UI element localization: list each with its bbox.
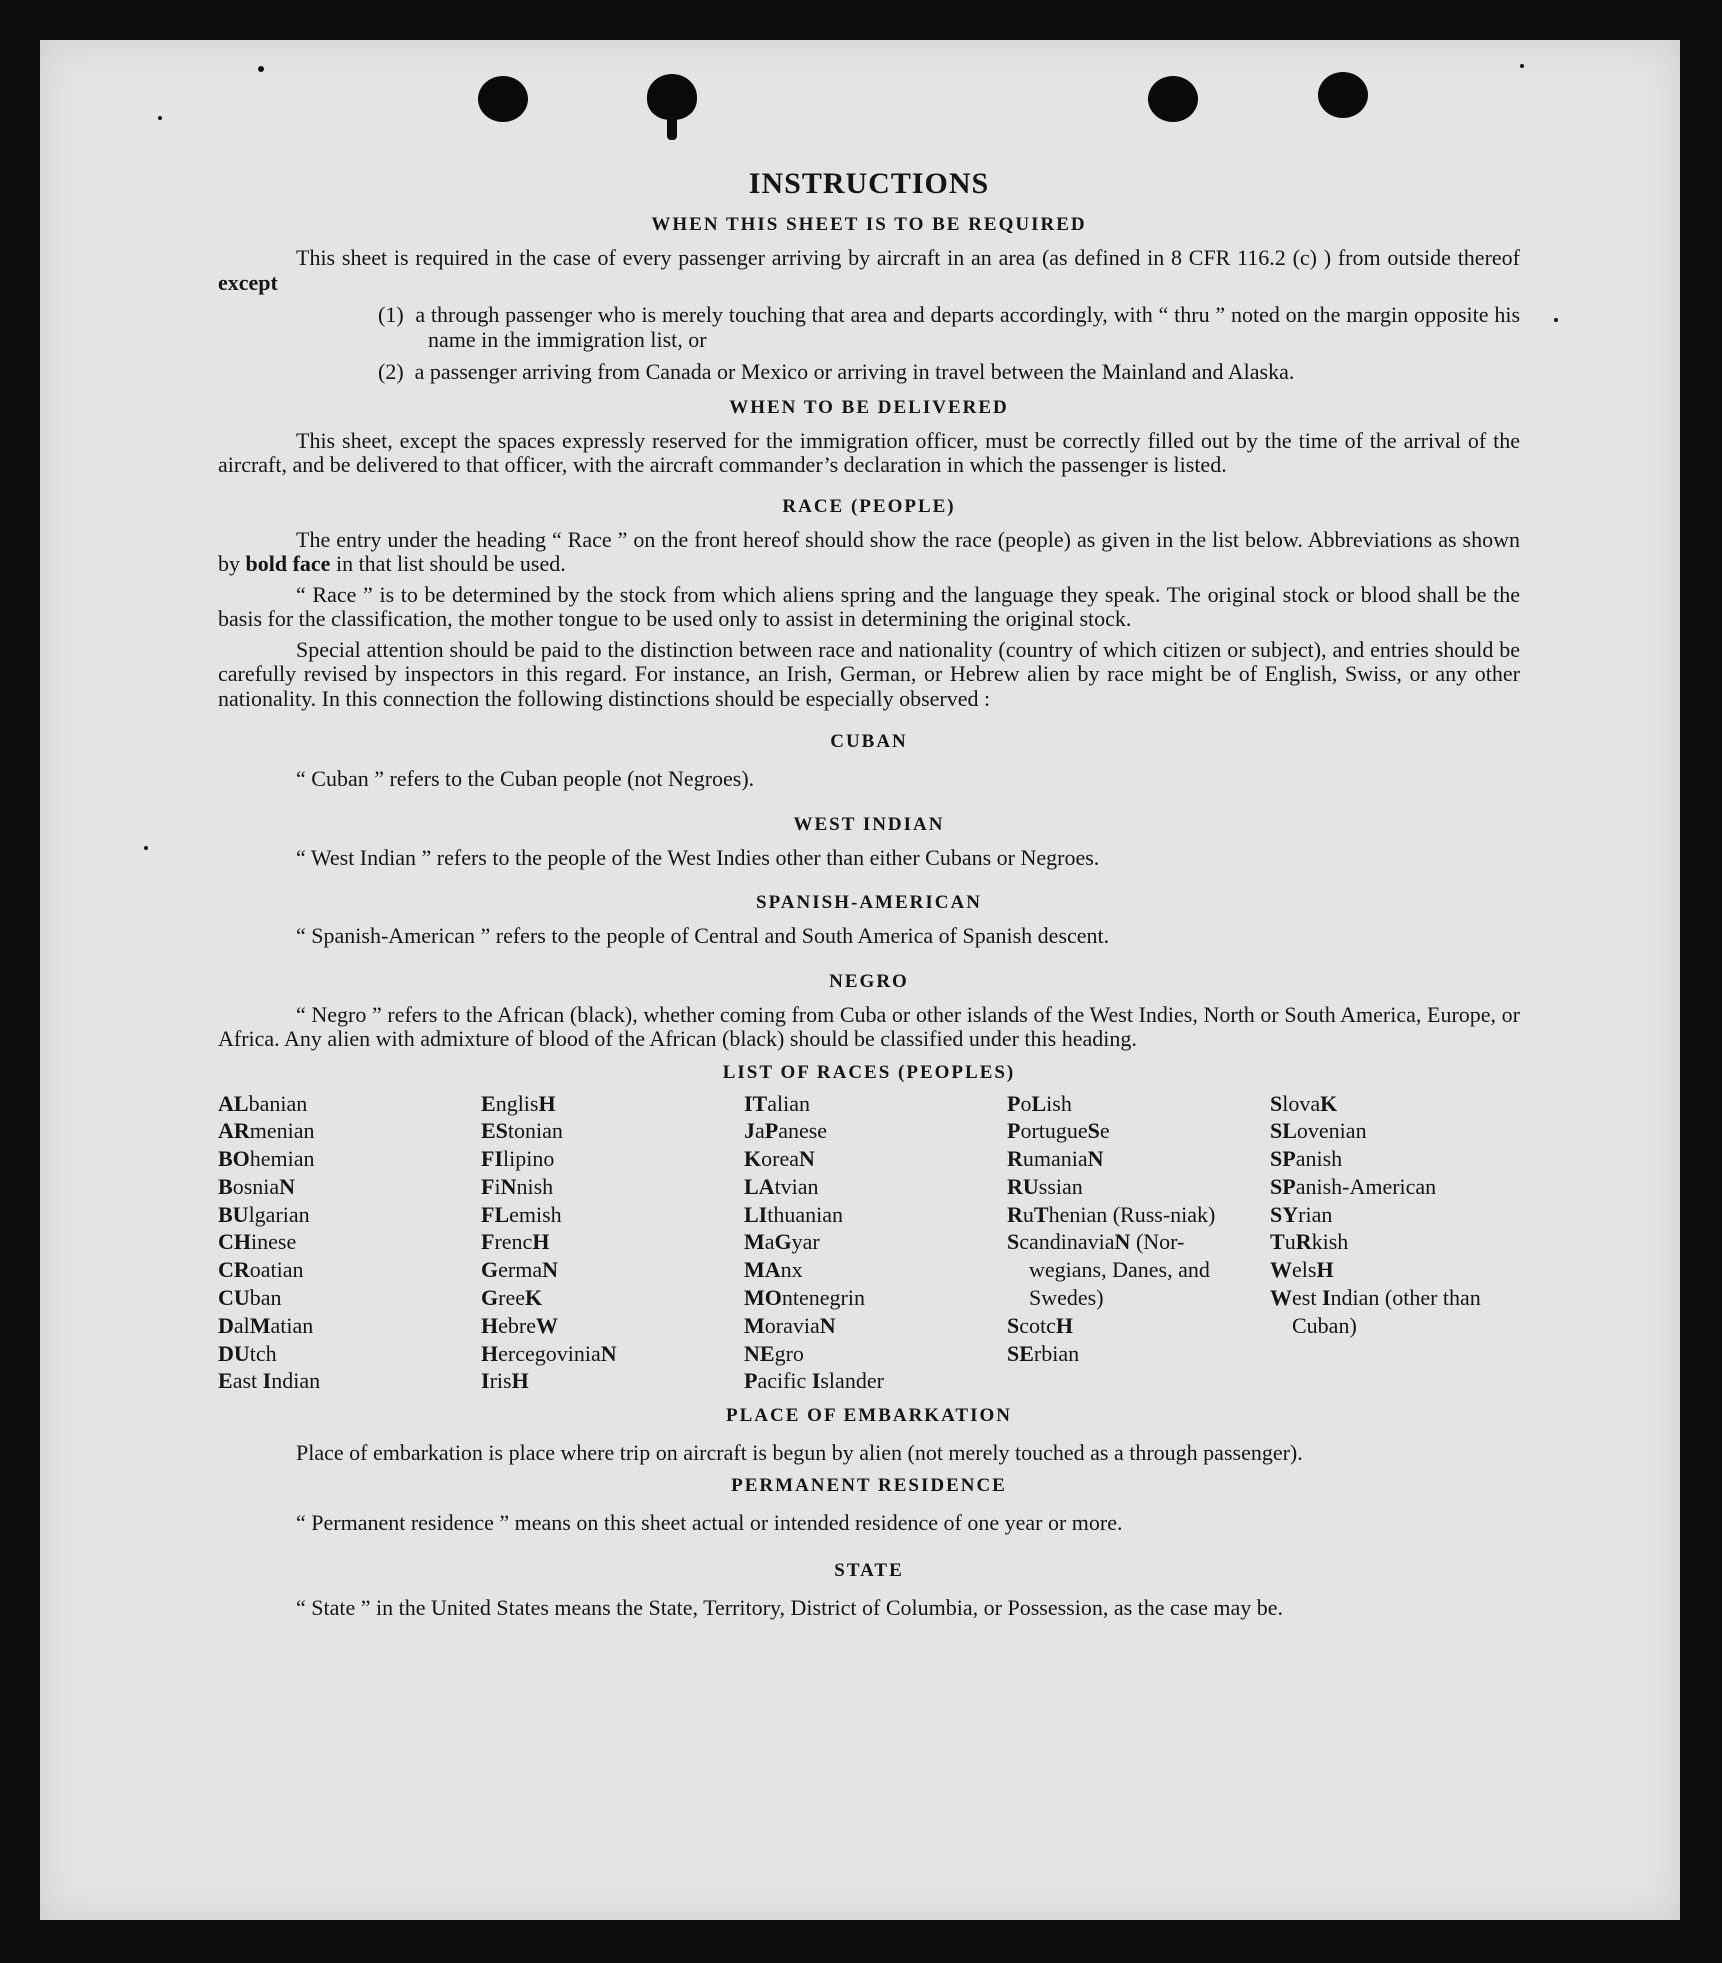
race-entry [744, 1173, 994, 1201]
race-abbrev: W [1270, 1285, 1292, 1311]
race-entry [481, 1312, 731, 1340]
race-name-part: ndian (other than Cuban) [1292, 1285, 1481, 1338]
race-name-part: ovenian [1296, 1118, 1367, 1144]
race-entry [1270, 1117, 1520, 1145]
race-name-part: renc [494, 1229, 533, 1255]
race-name-part: a [755, 1118, 765, 1144]
race-name-part: menian [249, 1118, 315, 1144]
race-paragraph: “ Race ” is to be determined by the stock from which aliens spring and the language they speak. The original stock or blood shall be the basis for the classification, the mother tongue to be used only to assist in determining the original stock. [218, 581, 1520, 631]
race-name-part: candinavia [1019, 1229, 1115, 1255]
race-entry [744, 1117, 994, 1145]
race-abbrev: MA [744, 1257, 781, 1283]
race-name-part: kish [1311, 1229, 1349, 1255]
race-entry [1007, 1145, 1257, 1173]
race-name-part: u [1284, 1229, 1296, 1255]
race-name-part: ris [489, 1368, 512, 1394]
section-heading: RACE (PEOPLE) [782, 495, 956, 517]
race-name-part: lgarian [248, 1201, 310, 1227]
race-abbrev: S [1007, 1312, 1020, 1338]
race-abbrev: H [481, 1340, 499, 1366]
race-entry [218, 1145, 468, 1173]
race-entry [481, 1173, 731, 1201]
race-abbrev: S [1007, 1229, 1020, 1255]
race-entry [218, 1340, 468, 1368]
section-heading: LIST OF RACES (PEOPLES) [722, 1061, 1016, 1083]
race-name-part: inese [251, 1229, 297, 1255]
race-abbrev: DU [218, 1340, 250, 1366]
race-name-part: ndian [271, 1368, 321, 1394]
race-abbrev: SP [1270, 1146, 1296, 1172]
race-abbrev: G [481, 1285, 499, 1311]
section-heading: STATE [834, 1559, 904, 1581]
race-column [744, 1090, 994, 1396]
race-abbrev: P [764, 1118, 779, 1144]
document-sheet [40, 40, 1680, 1920]
race-name-part: els [1292, 1257, 1317, 1283]
race-abbrev: L [1031, 1090, 1047, 1116]
required-intro: This sheet is required in the case of every passenger arriving by aircraft in an area (as defined in 8 CFR 116.2 (c) ) from outside thereof except [218, 245, 1520, 295]
race-abbrev: CH [218, 1229, 251, 1255]
race-entry [1270, 1284, 1520, 1340]
race-entry [744, 1090, 994, 1118]
race-name-part: ssian [1038, 1173, 1083, 1199]
race-entry [218, 1201, 468, 1229]
list-item: (2) a passenger arriving from Canada or Mexico or arriving in travel between the Mainland and Alaska. [378, 359, 1295, 384]
race-abbrev: W [1270, 1257, 1292, 1283]
race-name-part: orea [761, 1146, 799, 1172]
race-abbrev: S [1087, 1118, 1100, 1144]
race-abbrev: I [1321, 1285, 1331, 1311]
race-column [218, 1090, 468, 1396]
race-abbrev: H [538, 1090, 556, 1116]
race-entry [481, 1090, 731, 1118]
race-entry [744, 1201, 994, 1229]
section-heading: WEST INDIAN [793, 813, 945, 835]
race-abbrev: M [744, 1312, 765, 1338]
race-name-part: nx [780, 1257, 803, 1283]
race-entry [218, 1173, 468, 1201]
race-abbrev: NE [744, 1340, 775, 1366]
race-entry [218, 1312, 468, 1340]
race-abbrev: N [542, 1257, 558, 1283]
race-entry [218, 1228, 468, 1256]
race-name-part: ercegovinia [498, 1340, 601, 1366]
race-entry [481, 1367, 731, 1395]
race-entry [481, 1340, 731, 1368]
race-abbrev: I [481, 1368, 490, 1394]
race-abbrev: IT [744, 1090, 768, 1116]
race-entry [481, 1145, 731, 1173]
race-entry [744, 1284, 994, 1312]
speck [1520, 64, 1524, 68]
race-entry [1007, 1173, 1257, 1201]
race-column [481, 1090, 731, 1396]
speck [158, 116, 162, 120]
race-name-part: ebre [498, 1312, 536, 1338]
race-name-part: lova [1282, 1090, 1321, 1116]
race-name-part: emish [509, 1201, 562, 1227]
race-name-part: oatian [249, 1257, 304, 1283]
race-abbrev: MO [744, 1285, 782, 1311]
speck [258, 66, 264, 72]
race-name-part: ree [498, 1285, 525, 1311]
race-name-part: osnia [232, 1173, 280, 1199]
race-name-part: alian [767, 1090, 811, 1116]
race-abbrev: N [1114, 1229, 1131, 1255]
race-name-part: e [1099, 1118, 1110, 1144]
residence-text: “ Permanent residence ” means on this sheet actual or intended residence of one year or more. [296, 1510, 1123, 1536]
race-list [218, 1090, 1520, 1396]
race-abbrev: R [1295, 1229, 1312, 1255]
section-heading: WHEN THIS SHEET IS TO BE REQUIRED [651, 214, 1087, 235]
race-abbrev: RU [1007, 1173, 1039, 1199]
race-name-part: tvian [774, 1173, 819, 1199]
race-name-part: lipino [503, 1146, 555, 1172]
race-abbrev: D [218, 1312, 234, 1338]
race-abbrev: FL [481, 1201, 510, 1227]
race-abbrev: H [1316, 1257, 1334, 1283]
race-abbrev: G [481, 1257, 499, 1283]
race-abbrev: SE [1007, 1340, 1034, 1366]
race-abbrev: LI [744, 1201, 768, 1227]
race-name-part: atian [270, 1312, 314, 1338]
race-entry [1007, 1201, 1257, 1229]
race-abbrev: N [279, 1173, 296, 1199]
race-name-part: erma [498, 1257, 543, 1283]
race-name-part: al [233, 1312, 250, 1338]
race-abbrev: P [744, 1368, 758, 1394]
race-name-part: ortugue [1020, 1118, 1088, 1144]
race-name-part: rian [1298, 1201, 1333, 1227]
race-name-part: acific [757, 1368, 812, 1394]
race-entry [481, 1284, 731, 1312]
race-abbrev: F [481, 1229, 495, 1255]
race-abbrev: T [1033, 1201, 1049, 1227]
race-abbrev: SP [1270, 1173, 1296, 1199]
race-entry [744, 1145, 994, 1173]
race-entry [218, 1256, 468, 1284]
race-entry [1007, 1090, 1257, 1118]
race-abbrev: AR [218, 1118, 250, 1144]
delivered-text: This sheet, except the spaces expressly reserved for the immigration officer, must be correctly filled out by the time of the arrival of the aircraft, and be delivered to that officer, with the aircraft commander’s declaration in which the passenger is listed. [218, 427, 1520, 477]
race-name-part: a [764, 1229, 775, 1255]
race-abbrev: K [744, 1146, 762, 1172]
race-name-part: oravia [764, 1312, 820, 1338]
race-name-part: hemian [249, 1146, 315, 1172]
race-abbrev: N [600, 1340, 617, 1366]
section-heading: WHEN TO BE DELIVERED [729, 396, 1009, 418]
embarkation-text: Place of embarkation is place where trip on aircraft is begun by alien (not merely touched as a through passenger). [296, 1440, 1303, 1466]
race-abbrev: H [511, 1368, 529, 1394]
race-name-part: tonian [507, 1118, 563, 1144]
race-name-part: anish-American [1295, 1173, 1437, 1199]
race-entry [1270, 1256, 1520, 1284]
race-abbrev: SL [1270, 1118, 1297, 1144]
race-abbrev: I [262, 1368, 272, 1394]
race-name-part: o [1020, 1090, 1032, 1116]
race-abbrev: B [218, 1173, 233, 1199]
race-abbrev: ES [481, 1118, 508, 1144]
race-name-part: u [1022, 1201, 1034, 1227]
race-name-part: umania [1022, 1146, 1088, 1172]
race-abbrev: N [819, 1312, 836, 1338]
race-entry [1007, 1312, 1257, 1340]
race-abbrev: BU [218, 1201, 249, 1227]
spanish-american-text: “ Spanish-American ” refers to the people of Central and South America of Spanish descent. [296, 923, 1110, 948]
race-entry [481, 1117, 731, 1145]
race-abbrev: CU [218, 1285, 250, 1311]
race-abbrev: H [1055, 1312, 1074, 1338]
race-abbrev: E [218, 1368, 233, 1394]
race-name-part: (Nor-wegians, Danes, and Swedes) [1029, 1229, 1210, 1311]
race-abbrev: G [774, 1229, 792, 1255]
race-entry [1007, 1228, 1257, 1311]
race-entry [218, 1367, 468, 1395]
race-name-part: est [1292, 1285, 1322, 1311]
race-abbrev: F [481, 1173, 495, 1199]
race-name-part: anese [778, 1118, 828, 1144]
race-name-part: slander [820, 1368, 884, 1394]
race-abbrev: H [532, 1229, 550, 1255]
section-heading: PERMANENT RESIDENCE [731, 1475, 1007, 1497]
race-abbrev: R [1007, 1201, 1023, 1227]
race-abbrev: N [500, 1173, 517, 1199]
race-entry [744, 1340, 994, 1368]
section-heading: CUBAN [830, 731, 908, 752]
race-entry [744, 1367, 994, 1395]
race-paragraph: The entry under the heading “ Race ” on the front hereof should show the race (people) as given in the list below. Abbreviations as shown by bold face in that list should be used. [218, 526, 1520, 576]
race-paragraph: Special attention should be paid to the distinction between race and nationality (country of which citizen or subject), and entries should be carefully revised by inspectors in this regard. For instance, an Irish, German, or Hebrew alien by race might be of English, Swiss, or any other nationality. In this connection the following distinctions should be especially observed : [218, 636, 1520, 711]
race-abbrev: J [744, 1118, 755, 1144]
race-entry [744, 1228, 994, 1256]
race-name-part: nish [516, 1173, 554, 1199]
race-entry [218, 1090, 468, 1118]
race-abbrev: LA [744, 1173, 775, 1199]
negro-text: “ Negro ” refers to the African (black), whether coming from Cuba or other islands of the West Indies, North or South America, Europe, or Africa. Any alien with admixture of blood of the African (black) should be classified under this heading. [218, 1001, 1520, 1051]
race-entry [481, 1228, 731, 1256]
race-name-part: henian (Russ-niak) [1048, 1201, 1216, 1227]
speck [144, 846, 148, 850]
race-abbrev: FI [481, 1146, 503, 1172]
race-name-part: i [494, 1173, 501, 1199]
punch-hole [1148, 76, 1198, 122]
race-entry [1270, 1145, 1520, 1173]
punch-hole [647, 74, 697, 120]
race-name-part: rbian [1033, 1340, 1080, 1366]
race-abbrev: AL [218, 1090, 249, 1116]
race-abbrev: E [481, 1090, 496, 1116]
race-name-part: anish [1295, 1146, 1343, 1172]
speck [1554, 318, 1558, 322]
race-abbrev: M [744, 1229, 765, 1255]
race-name-part: cotc [1019, 1312, 1056, 1338]
punch-hole [478, 76, 528, 122]
race-entry [744, 1312, 994, 1340]
race-name-part: ban [249, 1285, 282, 1311]
list-item: (1) a through passenger who is merely touching that area and departs accordingly, with “ thru ” noted on the margin opposite his name in the immigration list, or [378, 302, 1521, 352]
race-entry [1270, 1173, 1520, 1201]
race-entry [218, 1117, 468, 1145]
race-abbrev: K [1320, 1090, 1338, 1116]
section-heading: PLACE OF EMBARKATION [726, 1405, 1012, 1427]
west-indian-text: “ West Indian ” refers to the people of the West Indies other than either Cubans or Negroes. [296, 844, 1100, 870]
race-name-part: nglis [495, 1090, 539, 1116]
punch-hole [1318, 72, 1368, 118]
race-abbrev: CR [218, 1257, 250, 1283]
state-text: “ State ” in the United States means the State, Territory, District of Columbia, or Possession, as the case may be. [296, 1594, 1284, 1620]
race-abbrev: W [535, 1312, 558, 1338]
section-heading: NEGRO [829, 970, 909, 992]
race-entry [481, 1256, 731, 1284]
race-abbrev: I [811, 1368, 821, 1394]
race-name-part: ish [1046, 1090, 1072, 1116]
race-entry [744, 1256, 994, 1284]
race-entry [1270, 1090, 1520, 1118]
race-abbrev: R [1007, 1146, 1023, 1172]
race-entry [1270, 1228, 1520, 1256]
race-name-part: banian [248, 1090, 308, 1116]
race-abbrev: SY [1270, 1201, 1299, 1227]
race-entry [1007, 1340, 1257, 1368]
race-name-part: thuanian [767, 1201, 844, 1227]
race-name-part: tch [249, 1340, 277, 1366]
race-name-part: gro [774, 1340, 804, 1366]
race-column [1007, 1090, 1257, 1396]
section-heading: SPANISH-AMERICAN [756, 892, 982, 913]
race-abbrev: S [1270, 1090, 1283, 1116]
instructions-content [218, 168, 1520, 1624]
race-abbrev: N [798, 1146, 815, 1172]
race-name-part: ntenegrin [781, 1285, 865, 1311]
race-abbrev: P [1007, 1090, 1021, 1116]
race-abbrev: N [1087, 1146, 1104, 1172]
race-abbrev: M [249, 1312, 271, 1338]
race-name-part: ast [232, 1368, 263, 1394]
race-abbrev: H [481, 1312, 499, 1338]
cuban-text: “ Cuban ” refers to the Cuban people (not Negroes). [296, 766, 755, 791]
race-abbrev: T [1270, 1229, 1285, 1255]
race-abbrev: P [1007, 1118, 1021, 1144]
race-column [1270, 1090, 1520, 1396]
race-entry [218, 1284, 468, 1312]
race-name-part: yar [791, 1229, 820, 1255]
race-entry [481, 1201, 731, 1229]
race-abbrev: BO [218, 1146, 250, 1172]
page-title: INSTRUCTIONS [748, 167, 990, 200]
race-entry [1007, 1117, 1257, 1145]
race-entry [1270, 1201, 1520, 1229]
race-abbrev: K [524, 1285, 543, 1311]
